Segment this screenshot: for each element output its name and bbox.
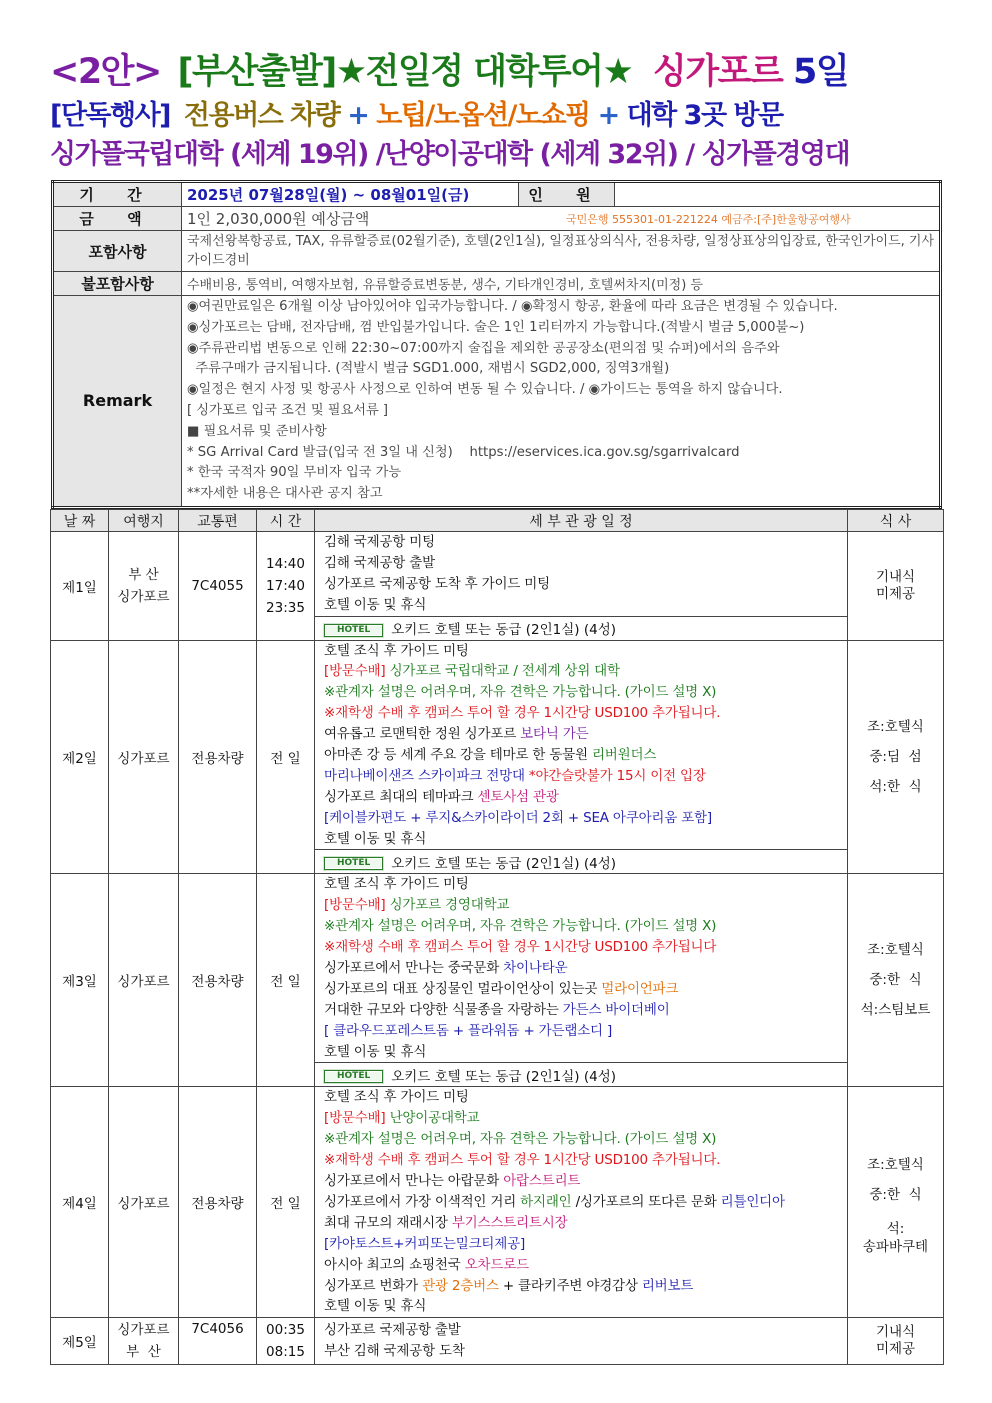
title-bus: 전용버스 차량: [183, 100, 340, 131]
title-plus-2: +: [597, 100, 619, 131]
title-departure: [부산출발]★전일정 대학투어★: [177, 52, 633, 92]
schedule-table: [50, 509, 944, 1365]
remark-item: ■ 필요서류 및 준비사항: [187, 423, 327, 439]
remark-list: [182, 296, 941, 508]
included-label: 포함사항: [53, 231, 182, 272]
detail-cell: [315, 1318, 848, 1365]
title-destination: 싱가포르: [653, 52, 783, 92]
excluded-value: 수배비용, 통역비, 여행자보험, 유류할증료변동분, 생수, 기타개인경비, 호텔써차지(미정) 등: [182, 272, 941, 296]
meal-text: 미제공: [875, 1341, 916, 1358]
header-day: 날 짜: [51, 510, 109, 532]
table-row: [51, 1087, 944, 1318]
meal-text: 조:호텔식: [867, 719, 924, 736]
meal-text: 송파바쿠테: [862, 1239, 929, 1256]
time-text: 14:40: [266, 555, 305, 572]
remark-item: **자세한 내용은 대사관 공지 참고: [187, 486, 383, 502]
header-time: 시 간: [257, 510, 315, 532]
detail-cell: [315, 874, 848, 1063]
bank-account: 국민은행 555301-01-221224 예금주:[주]한울항공여행사: [566, 213, 851, 226]
meal-text: 석:한 식: [869, 779, 922, 796]
detail-line: [방문수배] 싱가포르 경영대학교: [324, 897, 510, 914]
place-cell: [109, 1318, 179, 1365]
detail-line: [ 클라우드포레스트돔 + 플라워돔 + 가든랩소디 ]: [324, 1022, 613, 1039]
remark-item: 주류구매가 금지됩니다. (적발시 벌금 SGD1.000, 재범시 SGD2,000, 징역3개월): [187, 361, 670, 377]
detail-line: 싱가포르에서 만나는 중국문화 차이나타운: [324, 960, 568, 977]
header-meal: 식 사: [848, 510, 944, 532]
detail-line: [케이블카편도 + 루지&스카이라이더 2회 + SEA 아쿠아리움 포함]: [324, 809, 712, 826]
excluded-label: 불포함사항: [53, 272, 182, 296]
detail-line: ※관계자 설명은 어려우며, 자유 견학은 가능합니다. (가이드 설명 X): [324, 918, 717, 935]
day-label: 제2일: [51, 640, 109, 874]
detail-line: 싱가포르에서 만나는 아랍문화 아랍스트리트: [324, 1173, 581, 1190]
meal-cell: [848, 1087, 944, 1318]
place-cell: 싱가포르: [109, 640, 179, 874]
place-text: 싱가포르: [117, 588, 170, 605]
detail-line: 호텔 이동 및 휴식: [324, 1043, 427, 1060]
time-cell: [257, 1318, 315, 1365]
transport-cell: 전용차량: [179, 1087, 257, 1318]
detail-line: [카야토스트+커피또는밀크티제공]: [324, 1235, 526, 1252]
detail-line: 아시아 최고의 쇼핑천국 오차드로드: [324, 1256, 529, 1273]
detail-line: 마리나베이샌즈 스카이파크 전망대 *야간슬랏불가 15시 이전 입장: [324, 767, 706, 784]
detail-line: ※재학생 수배 후 캠퍼스 투어 할 경우 1시간당 USD100 추가됩니다: [324, 939, 717, 956]
detail-line: 호텔 이동 및 휴식: [324, 1298, 427, 1315]
remark-item: * 한국 국적자 90일 무비자 입국 가능: [187, 465, 402, 481]
header-detail: 세 부 관 광 일 정: [315, 510, 848, 532]
meal-cell: [848, 874, 944, 1087]
meal-text: 중:한 식: [869, 972, 922, 989]
detail-line: 호텔 이동 및 휴식: [324, 830, 427, 847]
detail-line: 싱가포르 국제공항 출발: [324, 1322, 461, 1339]
meal-text: 미제공: [875, 585, 916, 602]
detail-line: 김해 국제공항 출발: [324, 554, 435, 571]
transport-cell: 전용차량: [179, 640, 257, 874]
time-text: 17:40: [266, 577, 305, 594]
place-text: 싱가포르: [117, 1322, 170, 1339]
title-plan: <2안>: [50, 52, 161, 92]
hotel-cell: [315, 1063, 848, 1087]
remark-label: Remark: [53, 296, 182, 508]
hotel-text: 오키드 호텔 또는 동급 (2인1실) (4성): [391, 1068, 617, 1085]
transport-cell: 7C4055: [179, 532, 257, 641]
detail-line: [방문수배] 싱가포르 국립대학교 / 전세계 상위 대학: [324, 663, 620, 680]
table-row: [51, 640, 944, 850]
detail-line: 호텔 조식 후 가이드 미팅: [324, 1089, 469, 1106]
people-value: [615, 182, 941, 207]
table-row: [51, 874, 944, 1063]
meal-text: 조:호텔식: [867, 942, 924, 959]
remark-item: ◉싱가포르는 담배, 전자담배, 껌 반입불가입니다. 술은 1인 1리터까지 가능합니다.(적발시 벌금 5,000불~): [187, 319, 805, 335]
meal-text: 석:: [886, 1221, 905, 1238]
remark-item: * SG Arrival Card 발급(입국 전 3일 내 신청) https://eservices.ica.gov.sg/sgarrivalcard: [187, 444, 740, 460]
meal-text: 석:스팀보트: [860, 1002, 931, 1019]
time-cell: [257, 532, 315, 641]
time-cell: 전 일: [257, 640, 315, 874]
title-plus-1: +: [347, 100, 369, 131]
detail-cell: [315, 1087, 848, 1318]
detail-line: 김해 국제공항 미팅: [324, 534, 435, 550]
detail-line: [방문수배] 난양이공대학교: [324, 1110, 480, 1127]
detail-cell: [315, 640, 848, 850]
meal-cell: [848, 1318, 944, 1365]
people-label: 인 원: [519, 182, 615, 207]
hotel-cell: [315, 850, 848, 874]
time-text: 00:35: [266, 1322, 305, 1339]
transport-cell: 7C4056: [179, 1318, 257, 1365]
detail-cell: [315, 532, 848, 617]
detail-line: 부산 김해 국제공항 도착: [324, 1343, 465, 1360]
hotel-icon: HOTEL: [324, 1070, 383, 1083]
meal-text: 기내식: [875, 1324, 916, 1341]
place-text: 부 산: [126, 1344, 161, 1361]
detail-line: 싱가포르에서 가장 이색적인 거리 하지래인 /싱가포르의 또다른 문화 리틀인디아: [324, 1193, 785, 1210]
price-label: 금 액: [53, 207, 182, 231]
remark-item: ◉주류관리법 변동으로 인해 22:30~07:00까지 술집을 제외한 공공장소(편의점 및 슈퍼)에서의 음주와: [187, 340, 780, 356]
title-line-1: [50, 44, 848, 94]
detail-line: 싱가포르 최대의 테마파크 센토사섬 관광: [324, 788, 559, 805]
hotel-text: 오키드 호텔 또는 동급 (2인1실) (4성): [391, 855, 617, 872]
time-text: 23:35: [266, 599, 305, 616]
title-line-2: [50, 93, 783, 132]
info-table: [51, 180, 942, 509]
detail-line: 호텔 조식 후 가이드 미팅: [324, 642, 469, 659]
place-cell: 싱가포르: [109, 874, 179, 1087]
detail-line: 호텔 조식 후 가이드 미팅: [324, 876, 469, 893]
day-label: 제4일: [51, 1087, 109, 1318]
title-no-tip: 노팁/노옵션/노쇼핑: [376, 100, 590, 131]
detail-line: ※관계자 설명은 어려우며, 자유 견학은 가능합니다. (가이드 설명 X): [324, 684, 717, 701]
hotel-text: 오키드 호텔 또는 동급 (2인1실) (4성): [391, 622, 617, 639]
meal-cell: [848, 640, 944, 874]
meal-text: 중:딤 섬: [869, 749, 922, 766]
detail-line: 아마존 강 등 세계 주요 강을 테마로 한 동물원 리버원더스: [324, 747, 657, 764]
time-text: 08:15: [266, 1344, 305, 1361]
table-row: [51, 1318, 944, 1365]
title-private-tour: [단독행사]: [50, 100, 171, 131]
detail-line: 싱가포르 번화가 관광 2층버스 + 클라키주변 야경감상 리버보트: [324, 1277, 694, 1294]
time-cell: 전 일: [257, 874, 315, 1087]
place-text: 부 산: [128, 566, 159, 583]
detail-line: 싱가포르 국제공항 도착 후 가이드 미팅: [324, 575, 550, 592]
time-cell: 전 일: [257, 1087, 315, 1318]
header-transport: 교통편: [179, 510, 257, 532]
period-value: 2025년 07월28일(월) ~ 08월01일(금): [182, 182, 519, 207]
title-line-3: 싱가플국립대학 (세계 19위) /난양이공대학 (세계 32위) / 싱가플경영대: [50, 139, 850, 170]
period-label: 기 간: [53, 182, 182, 207]
table-row: [51, 532, 944, 617]
detail-line: 싱가포르의 대표 상징물인 멀라이언상이 있는곳 멀라이언파크: [324, 980, 679, 997]
place-cell: [109, 532, 179, 641]
transport-cell: 전용차량: [179, 874, 257, 1087]
detail-line: ※재학생 수배 후 캠퍼스 투어 할 경우 1시간당 USD100 추가됩니다.: [324, 705, 721, 722]
day-label: 제5일: [51, 1318, 109, 1365]
price-cell: [182, 207, 941, 231]
remark-item: ◉여권만료일은 6개월 이상 남아있어야 입국가능합니다. / ◉확정시 항공, 환율에 따라 요금은 변경될 수 있습니다.: [187, 299, 838, 314]
detail-line: 여유롭고 로맨틱한 정원 싱가포르 보타닉 가든: [324, 726, 589, 743]
title-universities: 대학 3곳 방문: [626, 100, 783, 131]
meal-text: 조:호텔식: [867, 1157, 924, 1174]
place-cell: 싱가포르: [109, 1087, 179, 1318]
header-place: 여행지: [109, 510, 179, 532]
meal-text: 중:한 식: [869, 1187, 922, 1204]
day-label: 제3일: [51, 874, 109, 1087]
day-label: 제1일: [51, 532, 109, 641]
hotel-cell: [315, 616, 848, 640]
remark-item: [ 싱가포르 입국 조건 및 필요서류 ]: [187, 402, 389, 418]
detail-line: ※관계자 설명은 어려우며, 자유 견학은 가능합니다. (가이드 설명 X): [324, 1131, 717, 1148]
detail-line: ※재학생 수배 후 캠퍼스 투어 할 경우 1시간당 USD100 추가됩니다.: [324, 1152, 721, 1169]
title-duration: 5일: [792, 52, 849, 92]
meal-cell: [848, 532, 944, 641]
detail-line: 호텔 이동 및 휴식: [324, 596, 427, 613]
hotel-icon: HOTEL: [324, 624, 383, 637]
meal-text: 기내식: [875, 568, 916, 585]
detail-line: 거대한 규모와 다양한 식물종을 자랑하는 가든스 바이더베이: [324, 1001, 670, 1018]
remark-item: ◉일정은 현지 사정 및 항공사 사정으로 인하여 변동 될 수 있습니다. / ◉가이드는 통역을 하지 않습니다.: [187, 382, 783, 398]
detail-line: 최대 규모의 재래시장 부기스스트리트시장: [324, 1214, 568, 1231]
hotel-icon: HOTEL: [324, 857, 383, 870]
price-value: 1인 2,030,000원 예상금액: [187, 210, 370, 228]
included-value: 국제선왕복항공료, TAX, 유류할증료(02월기준), 호텔(2인1실), 일정표상의식사, 전용차량, 일정상표상의입장료, 한국인가이드, 기사가이드경비: [182, 231, 941, 272]
